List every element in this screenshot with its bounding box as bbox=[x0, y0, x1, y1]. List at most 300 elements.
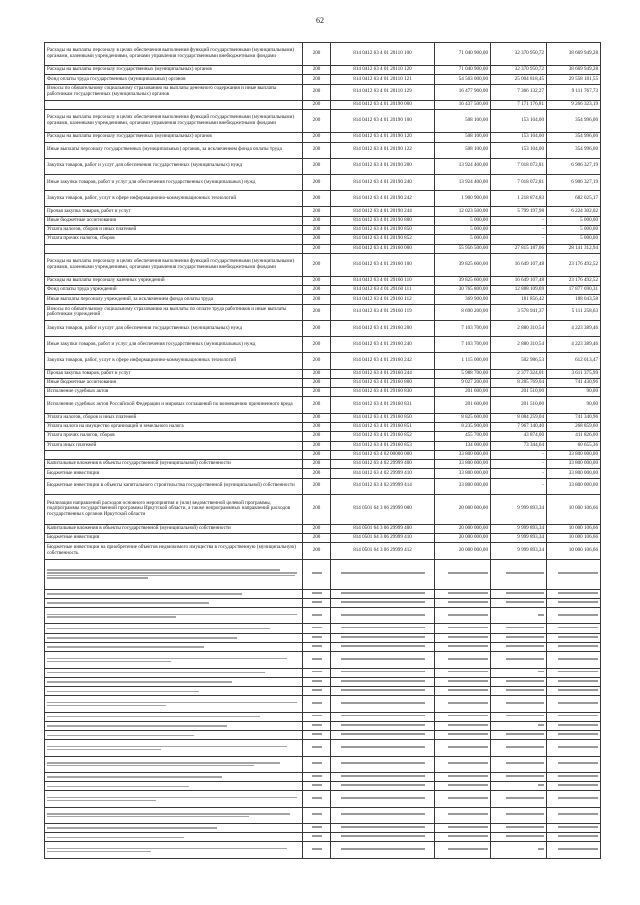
row-unexecuted: 3 611 375,99 bbox=[547, 369, 601, 378]
row-name-placeholder bbox=[45, 772, 303, 781]
row-unexecuted: 612 013,47 bbox=[547, 353, 601, 369]
row-name-placeholder bbox=[45, 652, 303, 668]
row-classification-code: 814 0412 63 4 01 20190 120 bbox=[331, 133, 435, 142]
row-classification-code: 814 0501 64 3 06 29999 410 bbox=[331, 534, 435, 543]
table-row bbox=[45, 207, 601, 216]
row-assigned-placeholder bbox=[435, 696, 491, 712]
row-classification-code: 814 0412 63 4 01 20190 122 bbox=[331, 142, 435, 158]
table-row bbox=[45, 158, 601, 174]
row-name: Иные закупки товаров, работ и услуг для обеспечения государственных (муниципальных) нужд bbox=[45, 174, 303, 190]
row-unexecuted: 23 176 492,52 bbox=[547, 253, 601, 276]
row-classification-code: 814 0412 63 4 01 29160 112 bbox=[331, 295, 435, 304]
row-classification-code: 814 0412 63 4 01 29160 242 bbox=[331, 353, 435, 369]
row-executed-placeholder bbox=[491, 721, 547, 730]
row-name: Иные выплаты персоналу учреждений, за исключением фонда оплаты труда bbox=[45, 295, 303, 304]
row-assigned-placeholder bbox=[435, 807, 491, 823]
row-line-code-placeholder bbox=[303, 559, 331, 589]
row-classification-code-placeholder bbox=[331, 842, 435, 858]
row-line-code: 200 bbox=[303, 75, 331, 84]
row-name: Бюджетные инвестиции в объекты капитального строительства государственной (муниципальной) собственности bbox=[45, 478, 303, 494]
row-line-code: 200 bbox=[303, 286, 331, 295]
row-unexecuted: 741 430,96 bbox=[547, 378, 601, 387]
table-row bbox=[45, 494, 601, 524]
row-assigned-placeholder bbox=[435, 740, 491, 756]
row-executed: 153 104,00 bbox=[491, 110, 547, 133]
table-row bbox=[45, 75, 601, 84]
row-classification-code: 814 0412 63 4 02 29999 414 bbox=[331, 478, 435, 494]
row-executed-placeholder bbox=[491, 823, 547, 832]
row-unexecuted: 6 224 302,02 bbox=[547, 207, 601, 216]
row-line-code: 200 bbox=[303, 494, 331, 524]
row-name-placeholder bbox=[45, 731, 303, 740]
row-executed-placeholder bbox=[491, 652, 547, 668]
row-executed: 16 649 107,48 bbox=[491, 253, 547, 276]
row-executed-placeholder bbox=[491, 782, 547, 791]
row-line-code: 200 bbox=[303, 216, 331, 225]
row-unexecuted: 33 800 000,00 bbox=[547, 469, 601, 478]
table-row bbox=[45, 276, 601, 285]
row-classification-code-placeholder bbox=[331, 643, 435, 652]
table-row bbox=[45, 652, 601, 668]
row-name-placeholder bbox=[45, 740, 303, 756]
row-classification-code: 814 0501 64 3 06 29999 412 bbox=[331, 543, 435, 559]
row-executed: 9 999 893,34 bbox=[491, 534, 547, 543]
table-row bbox=[45, 643, 601, 652]
row-line-code-placeholder bbox=[303, 633, 331, 642]
row-assigned: 508 100,00 bbox=[435, 110, 491, 133]
table-row bbox=[45, 624, 601, 633]
row-assigned-placeholder bbox=[435, 782, 491, 791]
table-row bbox=[45, 543, 601, 559]
table-row bbox=[45, 807, 601, 823]
row-executed: 12 888 109,69 bbox=[491, 286, 547, 295]
row-classification-code: 814 0412 63 4 01 29160 200 bbox=[331, 320, 435, 336]
table-row bbox=[45, 740, 601, 756]
row-classification-code: 814 0412 63 4 01 29160 100 bbox=[331, 253, 435, 276]
row-line-code: 200 bbox=[303, 450, 331, 459]
row-classification-code-placeholder bbox=[331, 652, 435, 668]
row-name bbox=[45, 244, 303, 253]
row-executed: 7 018 072,81 bbox=[491, 174, 547, 190]
row-name-placeholder bbox=[45, 687, 303, 696]
row-unexecuted: 6 906 327,19 bbox=[547, 174, 601, 190]
row-assigned: 5 000,00 bbox=[435, 235, 491, 244]
row-name: Иные бюджетные ассигнования bbox=[45, 378, 303, 387]
row-line-code: 200 bbox=[303, 397, 331, 413]
row-classification-code-placeholder bbox=[331, 772, 435, 781]
row-classification-code: 814 0412 63 4 01 20190 100 bbox=[331, 110, 435, 133]
row-assigned: 71 040 900,00 bbox=[435, 66, 491, 75]
table-row bbox=[45, 478, 601, 494]
row-line-code: 200 bbox=[303, 432, 331, 441]
row-classification-code: 814 0412 63 4 01 20190 000 bbox=[331, 100, 435, 109]
row-unexecuted-placeholder bbox=[547, 608, 601, 624]
row-classification-code-placeholder bbox=[331, 608, 435, 624]
row-unexecuted: 10 000 106,66 bbox=[547, 494, 601, 524]
table-row bbox=[45, 441, 601, 450]
row-name: Закупка товаров, работ, услуг в сфере информационно-коммуникационных технологий bbox=[45, 191, 303, 207]
row-unexecuted: 90,00 bbox=[547, 397, 601, 413]
row-name: Закупка товаров, работ и услуг для обеспечения государственных (муниципальных) нужд bbox=[45, 320, 303, 336]
table-row bbox=[45, 133, 601, 142]
row-executed: - bbox=[491, 225, 547, 234]
row-unexecuted: 29 558 181,55 bbox=[547, 75, 601, 84]
table-row bbox=[45, 174, 601, 190]
row-executed: 5 799 197,98 bbox=[491, 207, 547, 216]
row-line-code: 200 bbox=[303, 304, 331, 320]
row-assigned: 16 437 500,00 bbox=[435, 100, 491, 109]
row-unexecuted: 411 826,00 bbox=[547, 432, 601, 441]
row-name: Уплата налогов, сборов и иных платежей bbox=[45, 225, 303, 234]
row-line-code-placeholder bbox=[303, 668, 331, 677]
row-unexecuted-placeholder bbox=[547, 756, 601, 772]
table-row bbox=[45, 320, 601, 336]
row-classification-code: 814 0412 63 4 01 20190 240 bbox=[331, 174, 435, 190]
row-classification-code: 814 0412 63 4 01 29160 119 bbox=[331, 304, 435, 320]
row-unexecuted: 4 223 389,46 bbox=[547, 337, 601, 353]
table-row bbox=[45, 598, 601, 607]
row-assigned-placeholder bbox=[435, 598, 491, 607]
row-assigned: 8 690 200,00 bbox=[435, 304, 491, 320]
row-name-placeholder bbox=[45, 721, 303, 730]
row-name: Расходы на выплаты персоналу в целях обеспечения выполнения функций государственными (муниципальными) органами, казенными учреждениями, органами управления государственными внебюджетными фондами bbox=[45, 110, 303, 133]
row-line-code: 200 bbox=[303, 295, 331, 304]
row-classification-code: 814 0412 63 4 01 29160 000 bbox=[331, 244, 435, 253]
row-classification-code: 814 0412 63 4 01 20190 200 bbox=[331, 158, 435, 174]
row-line-code: 200 bbox=[303, 478, 331, 494]
table-row bbox=[45, 721, 601, 730]
row-unexecuted-placeholder bbox=[547, 624, 601, 633]
row-name: Иные бюджетные ассигнования bbox=[45, 216, 303, 225]
row-classification-code-placeholder bbox=[331, 782, 435, 791]
row-executed: 32 370 950,72 bbox=[491, 43, 547, 66]
row-unexecuted: 741 340,96 bbox=[547, 413, 601, 422]
row-name-placeholder bbox=[45, 608, 303, 624]
table-row bbox=[45, 191, 601, 207]
row-name-placeholder bbox=[45, 823, 303, 832]
row-executed-placeholder bbox=[491, 608, 547, 624]
table-row bbox=[45, 110, 601, 133]
row-classification-code: 814 0412 63 4 01 29160 800 bbox=[331, 378, 435, 387]
row-classification-code-placeholder bbox=[331, 807, 435, 823]
row-classification-code-placeholder bbox=[331, 731, 435, 740]
row-classification-code-placeholder bbox=[331, 833, 435, 842]
row-classification-code: 814 0412 63 4 01 20190 852 bbox=[331, 235, 435, 244]
row-line-code-placeholder bbox=[303, 833, 331, 842]
row-unexecuted-placeholder bbox=[547, 807, 601, 823]
row-name: Реализация направлений расходов основного мероприятия и (или) ведомственной целевой программы, подпрограммы государственной программы Иркутской области, а также непрограммных направлений расходов государственных органов Иркутской области bbox=[45, 494, 303, 524]
row-line-code: 200 bbox=[303, 460, 331, 469]
row-classification-code-placeholder bbox=[331, 791, 435, 807]
row-name-placeholder bbox=[45, 712, 303, 721]
row-unexecuted: 33 800 000,00 bbox=[547, 478, 601, 494]
row-line-code-placeholder bbox=[303, 608, 331, 624]
row-executed: 153 104,00 bbox=[491, 133, 547, 142]
table-row bbox=[45, 286, 601, 295]
row-unexecuted: 10 000 106,66 bbox=[547, 524, 601, 533]
row-name: Иные выплаты персоналу государственных (муниципальных) органов, за исключением фонда оплаты труда bbox=[45, 142, 303, 158]
row-line-code: 200 bbox=[303, 133, 331, 142]
row-line-code-placeholder bbox=[303, 712, 331, 721]
row-executed-placeholder bbox=[491, 598, 547, 607]
row-line-code: 200 bbox=[303, 378, 331, 387]
row-name: Уплата иных платежей bbox=[45, 441, 303, 450]
row-executed: 2 880 310,54 bbox=[491, 320, 547, 336]
row-classification-code: 814 0412 63 4 01 29160 831 bbox=[331, 397, 435, 413]
table-row bbox=[45, 66, 601, 75]
row-classification-code-placeholder bbox=[331, 712, 435, 721]
row-unexecuted: 28 141 312,94 bbox=[547, 244, 601, 253]
row-classification-code-placeholder bbox=[331, 823, 435, 832]
row-classification-code: 814 0412 63 4 02 29999 400 bbox=[331, 460, 435, 469]
row-line-code: 200 bbox=[303, 174, 331, 190]
row-executed: 7 171 176,81 bbox=[491, 100, 547, 109]
row-assigned: 39 825 600,00 bbox=[435, 253, 491, 276]
row-assigned: 7 103 700,00 bbox=[435, 337, 491, 353]
row-executed: 1 218 874,83 bbox=[491, 191, 547, 207]
row-executed-placeholder bbox=[491, 807, 547, 823]
row-line-code: 200 bbox=[303, 43, 331, 66]
row-unexecuted: 354 996,00 bbox=[547, 110, 601, 133]
row-unexecuted-placeholder bbox=[547, 687, 601, 696]
table-row bbox=[45, 756, 601, 772]
row-assigned-placeholder bbox=[435, 721, 491, 730]
row-classification-code-placeholder bbox=[331, 624, 435, 633]
row-name-placeholder bbox=[45, 677, 303, 686]
row-line-code: 200 bbox=[303, 84, 331, 100]
row-executed: 8 084 259,04 bbox=[491, 413, 547, 422]
row-assigned-placeholder bbox=[435, 589, 491, 598]
row-line-code-placeholder bbox=[303, 772, 331, 781]
row-line-code: 200 bbox=[303, 469, 331, 478]
row-line-code-placeholder bbox=[303, 624, 331, 633]
row-assigned-placeholder bbox=[435, 677, 491, 686]
row-classification-code: 814 0412 63 4 01 20190 850 bbox=[331, 225, 435, 234]
row-line-code: 200 bbox=[303, 422, 331, 431]
row-unexecuted: 268 859,60 bbox=[547, 422, 601, 431]
row-assigned: 20 000 000,00 bbox=[435, 524, 491, 533]
table-row bbox=[45, 304, 601, 320]
row-unexecuted: 38 669 949,28 bbox=[547, 66, 601, 75]
table-row bbox=[45, 43, 601, 66]
row-executed-placeholder bbox=[491, 643, 547, 652]
row-line-code: 200 bbox=[303, 110, 331, 133]
table-row bbox=[45, 589, 601, 598]
row-executed-placeholder bbox=[491, 712, 547, 721]
table-row bbox=[45, 469, 601, 478]
row-unexecuted-placeholder bbox=[547, 791, 601, 807]
row-line-code-placeholder bbox=[303, 598, 331, 607]
row-name: Расходы на выплаты персоналу государственных (муниципальных) органов bbox=[45, 66, 303, 75]
row-executed: 153 104,00 bbox=[491, 142, 547, 158]
page-number: 62 bbox=[316, 16, 324, 25]
table-row bbox=[45, 369, 601, 378]
table-row bbox=[45, 422, 601, 431]
row-name-placeholder bbox=[45, 668, 303, 677]
row-assigned-placeholder bbox=[435, 652, 491, 668]
row-classification-code-placeholder bbox=[331, 696, 435, 712]
row-line-code: 200 bbox=[303, 413, 331, 422]
row-line-code-placeholder bbox=[303, 782, 331, 791]
row-classification-code: 814 0412 63 4 01 29160 111 bbox=[331, 286, 435, 295]
row-name: Иные закупки товаров, работ и услуг для обеспечения государственных (муниципальных) нужд bbox=[45, 337, 303, 353]
row-line-code-placeholder bbox=[303, 756, 331, 772]
row-name: Уплата налога на имущество организаций и земельного налога bbox=[45, 422, 303, 431]
table-row bbox=[45, 397, 601, 413]
row-executed-placeholder bbox=[491, 633, 547, 642]
table-row bbox=[45, 253, 601, 276]
row-unexecuted: 33 800 000,00 bbox=[547, 460, 601, 469]
table-row bbox=[45, 235, 601, 244]
row-assigned: 508 100,00 bbox=[435, 142, 491, 158]
row-executed-placeholder bbox=[491, 677, 547, 686]
row-assigned: 7 103 700,00 bbox=[435, 320, 491, 336]
table-row bbox=[45, 559, 601, 589]
row-assigned-placeholder bbox=[435, 791, 491, 807]
row-unexecuted: 9 111 767,73 bbox=[547, 84, 601, 100]
row-name-placeholder bbox=[45, 756, 303, 772]
row-unexecuted: 188 043,58 bbox=[547, 295, 601, 304]
row-executed: 43 874,00 bbox=[491, 432, 547, 441]
row-name bbox=[45, 100, 303, 109]
row-line-code-placeholder bbox=[303, 721, 331, 730]
row-unexecuted-placeholder bbox=[547, 589, 601, 598]
row-line-code-placeholder bbox=[303, 740, 331, 756]
row-assigned: 13 924 400,00 bbox=[435, 174, 491, 190]
row-name-placeholder bbox=[45, 833, 303, 842]
row-assigned-placeholder bbox=[435, 712, 491, 721]
row-assigned: 1 115 000,00 bbox=[435, 353, 491, 369]
table-row bbox=[45, 84, 601, 100]
row-classification-code-placeholder bbox=[331, 589, 435, 598]
table-row bbox=[45, 225, 601, 234]
row-line-code-placeholder bbox=[303, 652, 331, 668]
table-row bbox=[45, 378, 601, 387]
row-executed-placeholder bbox=[491, 740, 547, 756]
row-unexecuted-placeholder bbox=[547, 668, 601, 677]
row-unexecuted: 38 669 949,28 bbox=[547, 43, 601, 66]
table-row bbox=[45, 353, 601, 369]
row-assigned: 5 000,00 bbox=[435, 216, 491, 225]
table-row bbox=[45, 524, 601, 533]
row-classification-code-placeholder bbox=[331, 677, 435, 686]
row-classification-code: 814 0412 63 4 01 29160 852 bbox=[331, 432, 435, 441]
row-assigned: 20 000 000,00 bbox=[435, 494, 491, 524]
row-assigned-placeholder bbox=[435, 756, 491, 772]
row-classification-code: 814 0501 64 3 06 29999 400 bbox=[331, 524, 435, 533]
row-executed: 27 815 187,06 bbox=[491, 244, 547, 253]
row-executed: 9 999 893,34 bbox=[491, 494, 547, 524]
row-classification-code: 814 0412 63 4 01 20190 800 bbox=[331, 216, 435, 225]
row-unexecuted-placeholder bbox=[547, 652, 601, 668]
row-executed: 201 510,00 bbox=[491, 388, 547, 397]
row-assigned: 20 000 000,00 bbox=[435, 543, 491, 559]
table-row bbox=[45, 842, 601, 858]
row-line-code-placeholder bbox=[303, 589, 331, 598]
row-executed: 25 004 818,45 bbox=[491, 75, 547, 84]
row-executed: 9 999 893,34 bbox=[491, 543, 547, 559]
row-assigned: 8 235 900,00 bbox=[435, 422, 491, 431]
row-name: Исполнение судебных актов bbox=[45, 388, 303, 397]
table-row bbox=[45, 791, 601, 807]
row-unexecuted: 17 877 690,31 bbox=[547, 286, 601, 295]
row-unexecuted-placeholder bbox=[547, 782, 601, 791]
row-executed: 2 377 324,01 bbox=[491, 369, 547, 378]
row-executed: 16 649 107,48 bbox=[491, 276, 547, 285]
row-assigned: 5 988 700,00 bbox=[435, 369, 491, 378]
row-line-code-placeholder bbox=[303, 823, 331, 832]
row-classification-code: 814 0412 63 4 01 29160 240 bbox=[331, 337, 435, 353]
table-row bbox=[45, 534, 601, 543]
row-assigned: 33 800 000,00 bbox=[435, 478, 491, 494]
row-line-code: 200 bbox=[303, 158, 331, 174]
row-name bbox=[45, 450, 303, 459]
table-row bbox=[45, 100, 601, 109]
table-row bbox=[45, 712, 601, 721]
row-line-code: 200 bbox=[303, 388, 331, 397]
row-classification-code-placeholder bbox=[331, 721, 435, 730]
row-executed: - bbox=[491, 478, 547, 494]
row-assigned-placeholder bbox=[435, 842, 491, 858]
row-unexecuted-placeholder bbox=[547, 712, 601, 721]
row-executed: 73 344,64 bbox=[491, 441, 547, 450]
row-name: Бюджетные инвестиции bbox=[45, 534, 303, 543]
row-executed-placeholder bbox=[491, 772, 547, 781]
row-classification-code: 814 0412 63 4 02 29999 410 bbox=[331, 469, 435, 478]
table-row bbox=[45, 216, 601, 225]
row-executed: 7 366 132,27 bbox=[491, 84, 547, 100]
table-row bbox=[45, 432, 601, 441]
row-executed-placeholder bbox=[491, 696, 547, 712]
table-row bbox=[45, 696, 601, 712]
row-line-code: 200 bbox=[303, 543, 331, 559]
row-unexecuted-placeholder bbox=[547, 696, 601, 712]
row-name-placeholder bbox=[45, 782, 303, 791]
row-name: Взносы по обязательному социальному страхованию на выплаты денежного содержания и иные выплаты работникам государственных (муниципальных) органов bbox=[45, 84, 303, 100]
row-name: Уплата прочих налогов, сборов bbox=[45, 235, 303, 244]
row-line-code: 200 bbox=[303, 534, 331, 543]
row-classification-code-placeholder bbox=[331, 740, 435, 756]
row-name-placeholder bbox=[45, 559, 303, 589]
row-executed: 9 999 893,34 bbox=[491, 524, 547, 533]
row-name: Закупка товаров, работ и услуг для обеспечения государственных (муниципальных) нужд bbox=[45, 158, 303, 174]
table-row bbox=[45, 677, 601, 686]
row-unexecuted: 354 996,00 bbox=[547, 133, 601, 142]
row-line-code: 200 bbox=[303, 524, 331, 533]
row-name-placeholder bbox=[45, 589, 303, 598]
row-executed: 502 986,53 bbox=[491, 353, 547, 369]
row-unexecuted: 10 000 106,66 bbox=[547, 534, 601, 543]
row-classification-code-placeholder bbox=[331, 559, 435, 589]
row-unexecuted-placeholder bbox=[547, 598, 601, 607]
row-assigned-placeholder bbox=[435, 668, 491, 677]
row-unexecuted: 5 111 258,63 bbox=[547, 304, 601, 320]
row-name-placeholder bbox=[45, 791, 303, 807]
row-executed: 8 285 769,04 bbox=[491, 378, 547, 387]
row-unexecuted: 10 000 106,66 bbox=[547, 543, 601, 559]
row-line-code-placeholder bbox=[303, 696, 331, 712]
row-name: Прочая закупка товаров, работ и услуг bbox=[45, 369, 303, 378]
table-row bbox=[45, 142, 601, 158]
row-executed: - bbox=[491, 216, 547, 225]
row-name: Расходы на выплаты персоналу государственных (муниципальных) органов bbox=[45, 133, 303, 142]
row-line-code: 200 bbox=[303, 142, 331, 158]
row-classification-code: 814 0412 63 4 01 20190 242 bbox=[331, 191, 435, 207]
row-name: Расходы на выплаты персоналу в целях обеспечения выполнения функций государственными (муниципальными) органами, казенными учреждениями, органами управления государственными внебюджетными фондами bbox=[45, 253, 303, 276]
row-executed: 7 967 140,40 bbox=[491, 422, 547, 431]
row-line-code: 200 bbox=[303, 207, 331, 216]
row-assigned: 8 825 600,00 bbox=[435, 413, 491, 422]
